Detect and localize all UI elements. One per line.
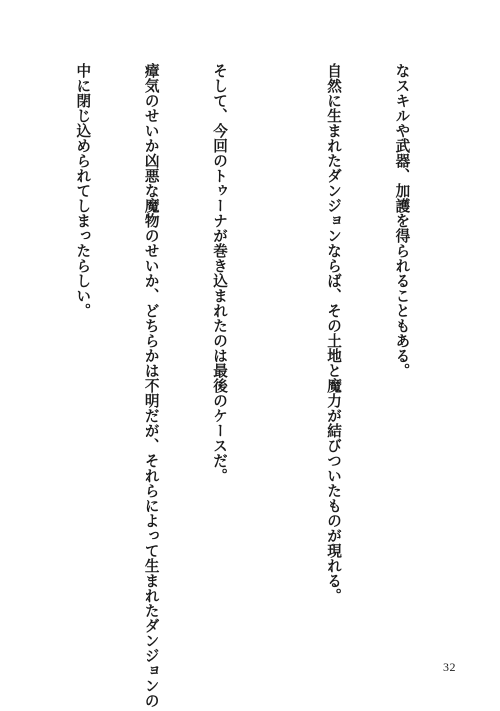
page-number: 32 xyxy=(443,660,456,674)
text-line: なスキルや武器、加護を得られることもある。 xyxy=(393,63,411,378)
text-line: そして、今回のトゥーナが巻き込まれたのは最後のケースだ。 xyxy=(211,63,229,483)
text-line: 瘴気のせいか凶悪な魔物のせいか、どちらかは不明だが、それらによって生まれたダンジョンの xyxy=(142,63,160,708)
text-line: 中に閉じ込められてしまったらしい。 xyxy=(74,63,92,318)
text-line: 自然に生まれたダンジョンならば、その土地と魔力が結びついたものが現れる。 xyxy=(325,63,343,603)
